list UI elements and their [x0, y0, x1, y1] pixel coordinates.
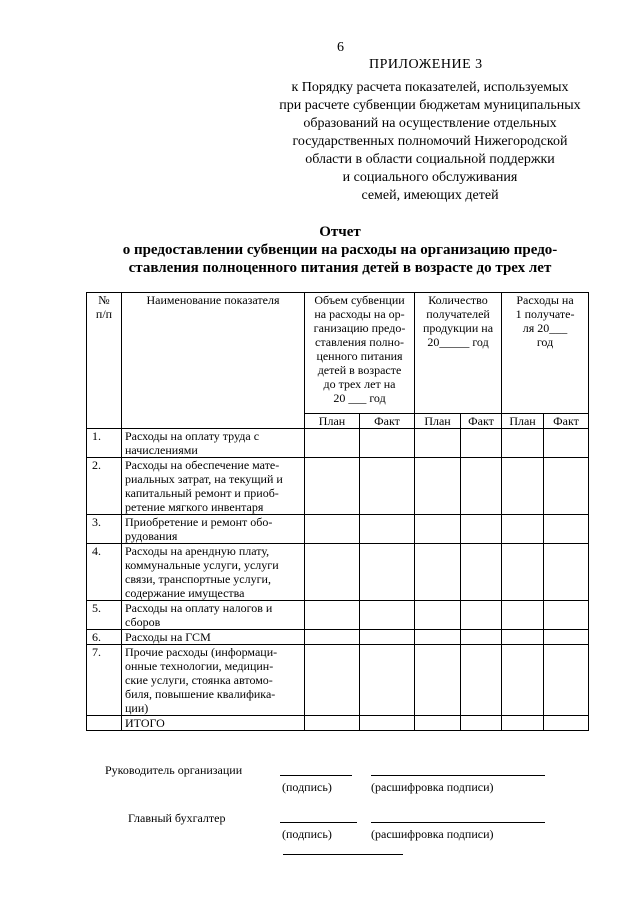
accountant-signature-line[interactable] — [280, 822, 357, 823]
value-cell[interactable] — [415, 601, 461, 630]
column-recipients-header: Количество получателей продукции на 20_____ год — [415, 293, 502, 414]
value-cell[interactable] — [360, 645, 415, 716]
value-cell[interactable] — [360, 429, 415, 458]
head-decoding-line[interactable] — [371, 775, 545, 776]
head-signature-label: Руководитель организации — [105, 763, 243, 777]
row-number: 1. — [87, 429, 122, 458]
value-cell[interactable] — [360, 630, 415, 645]
value-cell[interactable] — [305, 515, 360, 544]
value-cell[interactable] — [544, 601, 589, 630]
report-subtitle-line: о предоставлении субвенции на расходы на организацию предо- — [122, 242, 558, 258]
table-row — [87, 544, 589, 601]
value-cell[interactable] — [305, 601, 360, 630]
appendix-line: образований на осуществление отдельных — [303, 116, 557, 131]
table-row — [87, 458, 589, 515]
value-cell[interactable] — [502, 716, 544, 731]
accountant-decoding-line[interactable] — [371, 822, 545, 823]
value-cell[interactable] — [502, 630, 544, 645]
fact-header: Факт — [360, 414, 415, 429]
value-cell[interactable] — [415, 458, 461, 515]
row-name: Расходы на ГСМ — [122, 630, 305, 645]
value-cell[interactable] — [360, 515, 415, 544]
value-cell[interactable] — [305, 429, 360, 458]
value-cell[interactable] — [461, 645, 502, 716]
page-number: 6 — [337, 40, 344, 55]
value-cell[interactable] — [502, 544, 544, 601]
value-cell[interactable] — [415, 645, 461, 716]
row-number: 3. — [87, 515, 122, 544]
value-cell[interactable] — [544, 458, 589, 515]
row-number: 7. — [87, 645, 122, 716]
row-number: 5. — [87, 601, 122, 630]
value-cell[interactable] — [415, 544, 461, 601]
table-row-total — [87, 716, 589, 731]
value-cell[interactable] — [415, 716, 461, 731]
plan-header: План — [305, 414, 360, 429]
value-cell[interactable] — [360, 544, 415, 601]
report-heading — [80, 223, 600, 277]
value-cell[interactable] — [502, 645, 544, 716]
row-number — [87, 716, 122, 731]
value-cell[interactable] — [415, 515, 461, 544]
accountant-signature-label: Главный бухгалтер — [128, 811, 226, 825]
row-name: Прочие расходы (информаци- онные технологии, медицин- ские услуги, стоянка автомо- биля, повышение квалифика- ции) — [122, 645, 305, 716]
value-cell[interactable] — [461, 601, 502, 630]
column-expense-per-recipient-header: Расходы на 1 получате- ля 20___ год — [502, 293, 589, 414]
value-cell[interactable] — [461, 458, 502, 515]
plan-header: План — [415, 414, 461, 429]
value-cell[interactable] — [305, 630, 360, 645]
row-number: 6. — [87, 630, 122, 645]
value-cell[interactable] — [544, 429, 589, 458]
appendix-line: государственных полномочий Нижегородской — [292, 134, 568, 149]
row-name: Расходы на обеспечение мате- риальных затрат, на текущий и капитальный ремонт и приоб- ретение мягкого инвентаря — [122, 458, 305, 515]
report-table — [86, 292, 589, 731]
value-cell[interactable] — [544, 515, 589, 544]
report-subtitle-line: ставления полноценного питания детей в возрасте до трех лет — [128, 260, 552, 276]
column-number-header: № п/п — [87, 293, 122, 429]
column-subsidy-volume-header: Объем субвенции на расходы на ор- ганизацию предо- ставления полно- ценного питания детей в возрасте до трех лет на 20 ___ год — [305, 293, 415, 414]
value-cell[interactable] — [461, 544, 502, 601]
row-name: Приобретение и ремонт обо- рудования — [122, 515, 305, 544]
appendix-description — [240, 79, 620, 205]
value-cell[interactable] — [305, 458, 360, 515]
value-cell[interactable] — [360, 716, 415, 731]
appendix-title: ПРИЛОЖЕНИЕ 3 — [369, 57, 483, 72]
appendix-line: области в области социальной поддержки — [305, 152, 555, 167]
row-name: ИТОГО — [122, 716, 305, 731]
value-cell[interactable] — [461, 630, 502, 645]
value-cell[interactable] — [461, 515, 502, 544]
appendix-line: при расчете субвенции бюджетам муниципальных — [279, 98, 581, 113]
appendix-line: семей, имеющих детей — [361, 188, 499, 203]
value-cell[interactable] — [305, 544, 360, 601]
decoding-hint: (расшифровка подписи) — [371, 827, 494, 841]
value-cell[interactable] — [544, 716, 589, 731]
row-name: Расходы на оплату труда с начислениями — [122, 429, 305, 458]
value-cell[interactable] — [415, 630, 461, 645]
column-name-header: Наименование показателя — [122, 293, 305, 429]
signature-hint: (подпись) — [282, 827, 332, 841]
fact-header: Факт — [461, 414, 502, 429]
table-row — [87, 515, 589, 544]
table-row — [87, 601, 589, 630]
decoding-hint: (расшифровка подписи) — [371, 780, 494, 794]
table-row — [87, 429, 589, 458]
value-cell[interactable] — [305, 716, 360, 731]
value-cell[interactable] — [502, 429, 544, 458]
value-cell[interactable] — [544, 645, 589, 716]
plan-header: План — [502, 414, 544, 429]
head-signature-line[interactable] — [280, 775, 352, 776]
signature-hint: (подпись) — [282, 780, 332, 794]
value-cell[interactable] — [502, 601, 544, 630]
value-cell[interactable] — [461, 716, 502, 731]
footer-line — [283, 854, 403, 855]
value-cell[interactable] — [305, 645, 360, 716]
value-cell[interactable] — [544, 630, 589, 645]
value-cell[interactable] — [544, 544, 589, 601]
row-name: Расходы на арендную плату, коммунальные услуги, услуги связи, транспортные услуги, содержание имущества — [122, 544, 305, 601]
value-cell[interactable] — [502, 515, 544, 544]
appendix-line: к Порядку расчета показателей, используемых — [291, 80, 569, 95]
value-cell[interactable] — [360, 601, 415, 630]
value-cell[interactable] — [461, 429, 502, 458]
appendix-line: и социального обслуживания — [342, 170, 518, 185]
row-number: 2. — [87, 458, 122, 515]
table-row — [87, 630, 589, 645]
row-number: 4. — [87, 544, 122, 601]
row-name: Расходы на оплату налогов и сборов — [122, 601, 305, 630]
value-cell[interactable] — [360, 458, 415, 515]
value-cell[interactable] — [502, 458, 544, 515]
fact-header: Факт — [544, 414, 589, 429]
report-title: Отчет — [319, 224, 361, 240]
value-cell[interactable] — [415, 429, 461, 458]
table-row — [87, 645, 589, 716]
